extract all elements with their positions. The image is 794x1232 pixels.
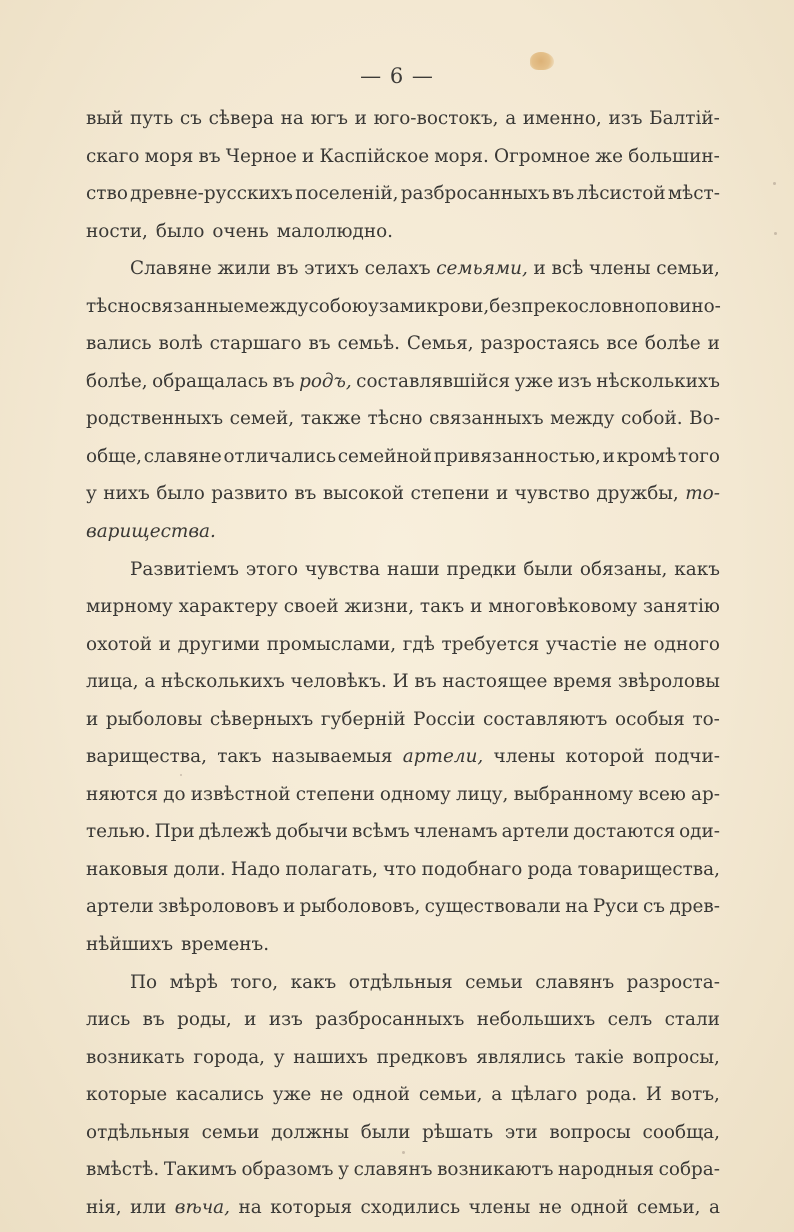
- word: малолюдно.: [276, 220, 393, 242]
- word: другими: [177, 633, 261, 655]
- word: чувство: [514, 483, 590, 505]
- word: семьи: [465, 971, 523, 993]
- word: югъ: [310, 108, 348, 129]
- word: славяне: [143, 445, 222, 467]
- word: уже: [514, 370, 554, 392]
- word: вопросы: [549, 1121, 631, 1143]
- word: древне-русскихъ: [130, 183, 293, 205]
- word: уже: [272, 1084, 312, 1106]
- word: которые: [86, 1084, 168, 1106]
- text-line: [86, 100, 720, 138]
- word: привязанностью,: [433, 445, 601, 467]
- word: и: [470, 596, 483, 618]
- word: своей: [283, 596, 339, 618]
- word: человѣкъ.: [290, 671, 387, 693]
- text-line: [86, 438, 720, 476]
- paper-speck: [402, 1151, 405, 1154]
- word: и: [707, 333, 720, 355]
- word: существовали: [424, 896, 561, 918]
- word: все: [606, 333, 638, 355]
- word: изъ: [268, 1009, 303, 1031]
- text-line: [86, 175, 720, 213]
- word: у: [338, 1159, 349, 1181]
- word: Огромное: [494, 145, 591, 167]
- word: предковъ: [376, 1046, 468, 1068]
- word: были: [523, 558, 574, 580]
- word: то-: [692, 708, 720, 730]
- word: рода.: [586, 1084, 638, 1106]
- word: въ: [142, 1009, 165, 1031]
- word: жили: [217, 258, 271, 280]
- word: касались: [175, 1084, 264, 1106]
- word: нѣйшихъ: [86, 934, 174, 956]
- word: же: [595, 145, 624, 167]
- word: обще,: [86, 445, 142, 467]
- word: семьи,: [656, 258, 720, 280]
- word: въ: [198, 145, 221, 167]
- word: полагать,: [285, 858, 378, 880]
- word: всею: [638, 783, 686, 805]
- word: древ-: [669, 896, 720, 918]
- italic-word: вѣча,: [174, 1196, 230, 1218]
- word: нашихъ: [293, 1046, 368, 1068]
- word: собою: [308, 295, 368, 317]
- word: одному: [379, 783, 451, 805]
- text-line: [86, 663, 720, 701]
- word: поселеній,: [295, 183, 399, 205]
- text-line: [86, 588, 720, 626]
- word: семьи,: [636, 1196, 701, 1218]
- word: такъ: [217, 746, 262, 768]
- text-line: [86, 1076, 720, 1114]
- word: повино-: [645, 295, 721, 317]
- word: а: [505, 108, 517, 129]
- word: характеру: [178, 596, 278, 618]
- word: семей,: [229, 408, 295, 430]
- word: также: [300, 408, 362, 430]
- word: и: [244, 1009, 257, 1031]
- word: губерній: [320, 708, 406, 730]
- word: члены: [493, 746, 556, 768]
- word: составляютъ: [483, 708, 608, 730]
- word: вый: [86, 108, 124, 129]
- word: всѣмъ: [351, 821, 410, 843]
- word: звѣроловы: [617, 671, 720, 693]
- word: большин-: [628, 145, 720, 167]
- word: И: [392, 671, 409, 693]
- word: очень: [212, 220, 269, 242]
- text-line: [86, 400, 720, 438]
- word: обращалась: [152, 370, 269, 392]
- word: и: [86, 708, 99, 730]
- word: славянъ: [353, 1159, 433, 1181]
- word: гдѣ: [402, 633, 435, 655]
- word: этого: [245, 558, 299, 580]
- word: города,: [193, 1046, 266, 1068]
- italic-word: то-: [685, 483, 720, 505]
- word: доли.: [173, 858, 226, 880]
- text-line: [86, 888, 720, 926]
- word: Россіи: [413, 708, 476, 730]
- word: развито: [211, 483, 288, 505]
- text-line: [86, 1001, 720, 1039]
- word: разроста-: [626, 971, 720, 993]
- word: артели: [501, 821, 570, 843]
- word: требуется: [441, 633, 540, 655]
- word: должны: [271, 1121, 349, 1143]
- word: нихъ: [103, 483, 150, 505]
- page-number-header: — 6 —: [360, 64, 434, 88]
- word: и: [158, 633, 171, 655]
- word: Каспійское: [319, 145, 430, 167]
- word: не: [320, 1084, 344, 1106]
- word: тѣсно: [86, 295, 141, 317]
- word: или: [130, 1196, 167, 1218]
- word: одной: [352, 1084, 411, 1106]
- word: рѣшать: [422, 1121, 494, 1143]
- word: узами: [368, 295, 427, 317]
- word: сообща,: [642, 1121, 720, 1143]
- word: нія,: [86, 1196, 122, 1218]
- word: называемыя: [271, 746, 393, 768]
- word: вались: [86, 333, 152, 355]
- word: выбранному: [513, 783, 634, 805]
- word: въ: [414, 671, 437, 693]
- word: и: [354, 108, 367, 129]
- word: какъ: [674, 558, 720, 580]
- word: не: [538, 1196, 562, 1218]
- word: славянъ: [535, 971, 615, 993]
- text-line: [86, 250, 720, 288]
- word: членамъ: [413, 821, 498, 843]
- word: путь: [129, 108, 174, 129]
- word: охотой: [86, 633, 153, 655]
- word: мирному: [86, 596, 173, 618]
- word: что: [383, 858, 417, 880]
- word: того: [678, 445, 720, 467]
- word: вопросы,: [632, 1046, 720, 1068]
- word: въ: [308, 333, 331, 355]
- word: одной: [570, 1196, 629, 1218]
- paper-speck: [773, 182, 776, 185]
- word: разбросанныхъ: [315, 1009, 465, 1031]
- word: добычи: [275, 821, 349, 843]
- word: члены: [468, 1196, 531, 1218]
- word: высокой: [322, 483, 405, 505]
- word: семейной: [337, 445, 432, 467]
- word: оди-: [679, 821, 720, 843]
- word: достаются: [573, 821, 676, 843]
- word: степени: [295, 783, 375, 805]
- text-line: [86, 701, 720, 739]
- word: телью.: [86, 821, 151, 843]
- text-line: [86, 1189, 720, 1227]
- word: лица,: [86, 671, 139, 693]
- text-line: [86, 813, 720, 851]
- word: семьи: [201, 1121, 260, 1143]
- word: на: [238, 1196, 262, 1218]
- word: старшаго: [209, 333, 302, 355]
- word: роды,: [177, 1009, 232, 1031]
- word: подобнаго: [421, 858, 523, 880]
- word: отдѣльныя: [86, 1121, 190, 1143]
- text-line: [86, 851, 720, 889]
- word: собой.: [620, 408, 683, 430]
- text-line: [86, 551, 720, 589]
- word: народныя: [558, 1159, 654, 1181]
- word: настоящее: [442, 671, 548, 693]
- word: подчи-: [654, 746, 720, 768]
- word: у: [86, 483, 97, 505]
- word: цѣлаго: [511, 1084, 578, 1106]
- word: время: [553, 671, 613, 693]
- word: При: [154, 821, 195, 843]
- word: особыя: [615, 708, 685, 730]
- word: съ: [179, 108, 202, 129]
- italic-word: артели,: [402, 746, 484, 768]
- text-line: [86, 1151, 720, 1189]
- word: безпрекословно: [489, 295, 646, 317]
- word: Такимъ: [163, 1159, 237, 1181]
- word: ар-: [691, 783, 720, 805]
- word: чувства: [304, 558, 381, 580]
- word: обязаны,: [579, 558, 668, 580]
- word: въ: [294, 483, 317, 505]
- text-line: [86, 626, 720, 664]
- word: связанныхъ: [429, 408, 544, 430]
- word: вмѣстѣ.: [86, 1159, 160, 1181]
- word: между: [244, 295, 309, 317]
- word: По: [130, 971, 158, 993]
- word: небольшихъ: [476, 1009, 596, 1031]
- word: предки: [446, 558, 517, 580]
- word: на: [280, 108, 304, 129]
- word: въ: [272, 370, 295, 392]
- word: тѣсно: [367, 408, 423, 430]
- word: степени: [410, 483, 490, 505]
- word: юго-востокъ,: [373, 108, 499, 129]
- word: сѣверныхъ: [209, 708, 314, 730]
- text-line: [86, 738, 720, 776]
- word: изъ: [608, 108, 643, 129]
- word: и: [302, 145, 315, 167]
- word: возникаютъ: [437, 1159, 554, 1181]
- word: болѣе: [644, 333, 701, 355]
- word: и: [533, 258, 546, 280]
- word: того,: [230, 971, 279, 993]
- italic-word: семьями,: [436, 258, 528, 280]
- word: этихъ: [304, 258, 359, 280]
- word: именно,: [522, 108, 602, 129]
- word: являлись: [476, 1046, 566, 1068]
- word: одного: [653, 633, 720, 655]
- word: И: [645, 1084, 662, 1106]
- word: занятію: [643, 596, 720, 618]
- text-line: [86, 288, 720, 326]
- word: съ: [643, 896, 666, 918]
- word: Балтій-: [649, 108, 720, 129]
- text-line: [86, 363, 720, 401]
- word: такъ: [419, 596, 465, 618]
- word: а: [491, 1084, 503, 1106]
- word: дѣлежѣ: [198, 821, 272, 843]
- word: наши: [387, 558, 440, 580]
- word: скаго: [86, 145, 140, 167]
- word: разбросанныхъ: [400, 183, 550, 205]
- word: между: [550, 408, 615, 430]
- word: наковыя: [86, 858, 169, 880]
- word: семьѣ.: [337, 333, 400, 355]
- text-line: [86, 475, 720, 513]
- word: какъ: [290, 971, 337, 993]
- word: селъ: [607, 1009, 653, 1031]
- word: жизни,: [344, 596, 415, 618]
- word: не: [623, 633, 647, 655]
- word: мѣст-: [667, 183, 720, 205]
- text-line: [86, 926, 720, 964]
- paper-speck: [180, 774, 182, 776]
- word: рыболовы: [105, 708, 203, 730]
- word: у: [273, 1046, 285, 1068]
- word: ство: [86, 183, 128, 205]
- text-line: [86, 138, 720, 176]
- word: болѣе,: [86, 370, 148, 392]
- word: лись: [86, 1009, 131, 1031]
- paper-speck: [774, 232, 777, 235]
- word: а: [709, 1196, 720, 1218]
- word: члены: [588, 258, 651, 280]
- word: промыслами,: [266, 633, 397, 655]
- italic-word: варищества.: [86, 521, 216, 543]
- word: собра-: [658, 1159, 720, 1181]
- text-line: [86, 964, 720, 1002]
- word: рыболововъ,: [299, 896, 421, 918]
- word: въ: [276, 258, 299, 280]
- word: сходились: [360, 1196, 461, 1218]
- word: семьи,: [418, 1084, 483, 1106]
- word: образомъ: [241, 1159, 334, 1181]
- word: до: [163, 783, 186, 805]
- word: эти: [504, 1121, 538, 1143]
- word: мѣрѣ: [169, 971, 218, 993]
- word: извѣстной: [190, 783, 291, 805]
- word: которыя: [270, 1196, 353, 1218]
- word: селахъ: [364, 258, 431, 280]
- word: нѣсколькихъ: [596, 370, 720, 392]
- word: и: [283, 896, 296, 918]
- word: Черное: [225, 145, 297, 167]
- word: было: [155, 220, 205, 242]
- word: Руси: [592, 896, 639, 918]
- word: артели: [86, 896, 154, 918]
- word: было: [156, 483, 205, 505]
- word: отдѣльныя: [348, 971, 453, 993]
- word: сѣвера: [208, 108, 274, 129]
- word: которой: [565, 746, 645, 768]
- word: всѣ: [551, 258, 584, 280]
- word: родственныхъ: [86, 408, 224, 430]
- text-line: [86, 1039, 720, 1077]
- word: и: [602, 445, 615, 467]
- word: кромѣ: [616, 445, 677, 467]
- text-line: [86, 776, 720, 814]
- word: Надо: [230, 858, 281, 880]
- word: дружбы,: [596, 483, 679, 505]
- word: лицу,: [455, 783, 509, 805]
- italic-word: родъ,: [299, 370, 352, 392]
- word: такіе: [574, 1046, 624, 1068]
- word: временъ.: [181, 934, 270, 956]
- word: и: [495, 483, 509, 505]
- word: волѣ: [158, 333, 203, 355]
- word: участіе: [545, 633, 618, 655]
- word: няются: [86, 783, 158, 805]
- word: разростаясь: [480, 333, 600, 355]
- text-line: [86, 513, 720, 551]
- text-line: [86, 325, 720, 363]
- word: связанные: [140, 295, 245, 317]
- text-line: [86, 1114, 720, 1152]
- word: изъ: [557, 370, 592, 392]
- text-line: [86, 213, 720, 251]
- word: на: [565, 896, 589, 918]
- word: Семья,: [406, 333, 474, 355]
- word: а: [144, 671, 156, 693]
- word: отличались: [223, 445, 337, 467]
- word: Во-: [689, 408, 720, 430]
- word: звѣролововъ: [158, 896, 279, 918]
- word: многовѣковому: [488, 596, 638, 618]
- word: вотъ,: [670, 1084, 720, 1106]
- word: возникать: [86, 1046, 185, 1068]
- word: Славяне: [130, 258, 212, 280]
- word: ности,: [86, 220, 148, 242]
- word: Развитіемъ: [130, 558, 239, 580]
- word: моря: [144, 145, 194, 167]
- word: варищества,: [86, 746, 207, 768]
- word: товарищества,: [577, 858, 720, 880]
- word: въ: [552, 183, 575, 205]
- word: крови,: [426, 295, 490, 317]
- word: лѣсистой: [576, 183, 666, 205]
- word: моря.: [434, 145, 489, 167]
- word: были: [360, 1121, 411, 1143]
- page-body-text: [86, 100, 720, 1226]
- word: стали: [664, 1009, 720, 1031]
- word: составлявшійся: [356, 370, 511, 392]
- word: рода: [527, 858, 573, 880]
- word: нѣсколькихъ: [161, 671, 285, 693]
